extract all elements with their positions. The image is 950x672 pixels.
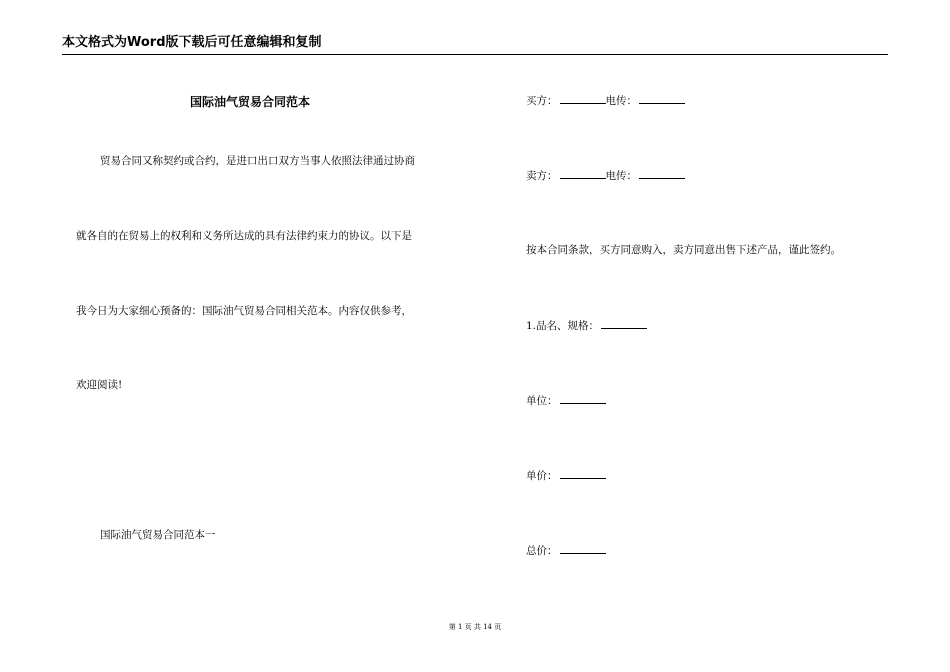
unit-price-label: 单价： <box>526 470 558 482</box>
buyer-phone-blank <box>639 93 685 104</box>
intro-line-4: 欢迎阅读! <box>76 379 123 391</box>
total-label: 总价： <box>526 545 558 557</box>
unit-blank <box>560 393 606 404</box>
intro-line-3: 我今日为大家细心预备的：国际油气贸易合同相关范本。内容仅供参考， <box>76 305 412 317</box>
seller-line <box>526 168 685 183</box>
right-column <box>520 0 900 672</box>
unit-price-blank <box>560 468 606 479</box>
buyer-line <box>526 93 685 108</box>
seller-phone-blank <box>639 168 685 179</box>
buyer-blank <box>560 93 606 104</box>
page-footer: 第 1 页 共 14 页 <box>448 623 502 631</box>
total-blank <box>560 543 606 554</box>
unit-price-line <box>526 468 606 483</box>
total-line <box>526 543 606 558</box>
section-heading: 国际油气贸易合同范本一 <box>100 529 216 541</box>
intro-line-1: 贸易合同又称契约或合约，是进口出口双方当事人依照法律通过协商 <box>100 155 415 167</box>
buyer-label: 买方： <box>526 95 558 107</box>
header-text: 本文格式为Word版下载后可任意编辑和复制 <box>62 35 322 50</box>
unit-line <box>526 393 606 408</box>
intro-line-2: 就各自的在贸易上的权利和义务所达成的具有法律约束力的协议。以下是 <box>76 230 412 242</box>
seller-blank <box>560 168 606 179</box>
product-label: 1.品名、规格： <box>526 320 600 332</box>
seller-label: 卖方： <box>526 170 558 182</box>
document-title: 国际油气贸易合同范本 <box>190 95 311 109</box>
agreement-line: 按本合同条款，买方同意购入，卖方同意出售下述产品，谨此签约。 <box>526 244 841 256</box>
product-blank <box>601 318 647 329</box>
buyer-phone-label: 电传： <box>605 95 637 107</box>
product-line <box>526 318 647 333</box>
seller-phone-label: 电传： <box>605 170 637 182</box>
unit-label: 单位： <box>526 395 558 407</box>
left-column <box>62 0 462 672</box>
